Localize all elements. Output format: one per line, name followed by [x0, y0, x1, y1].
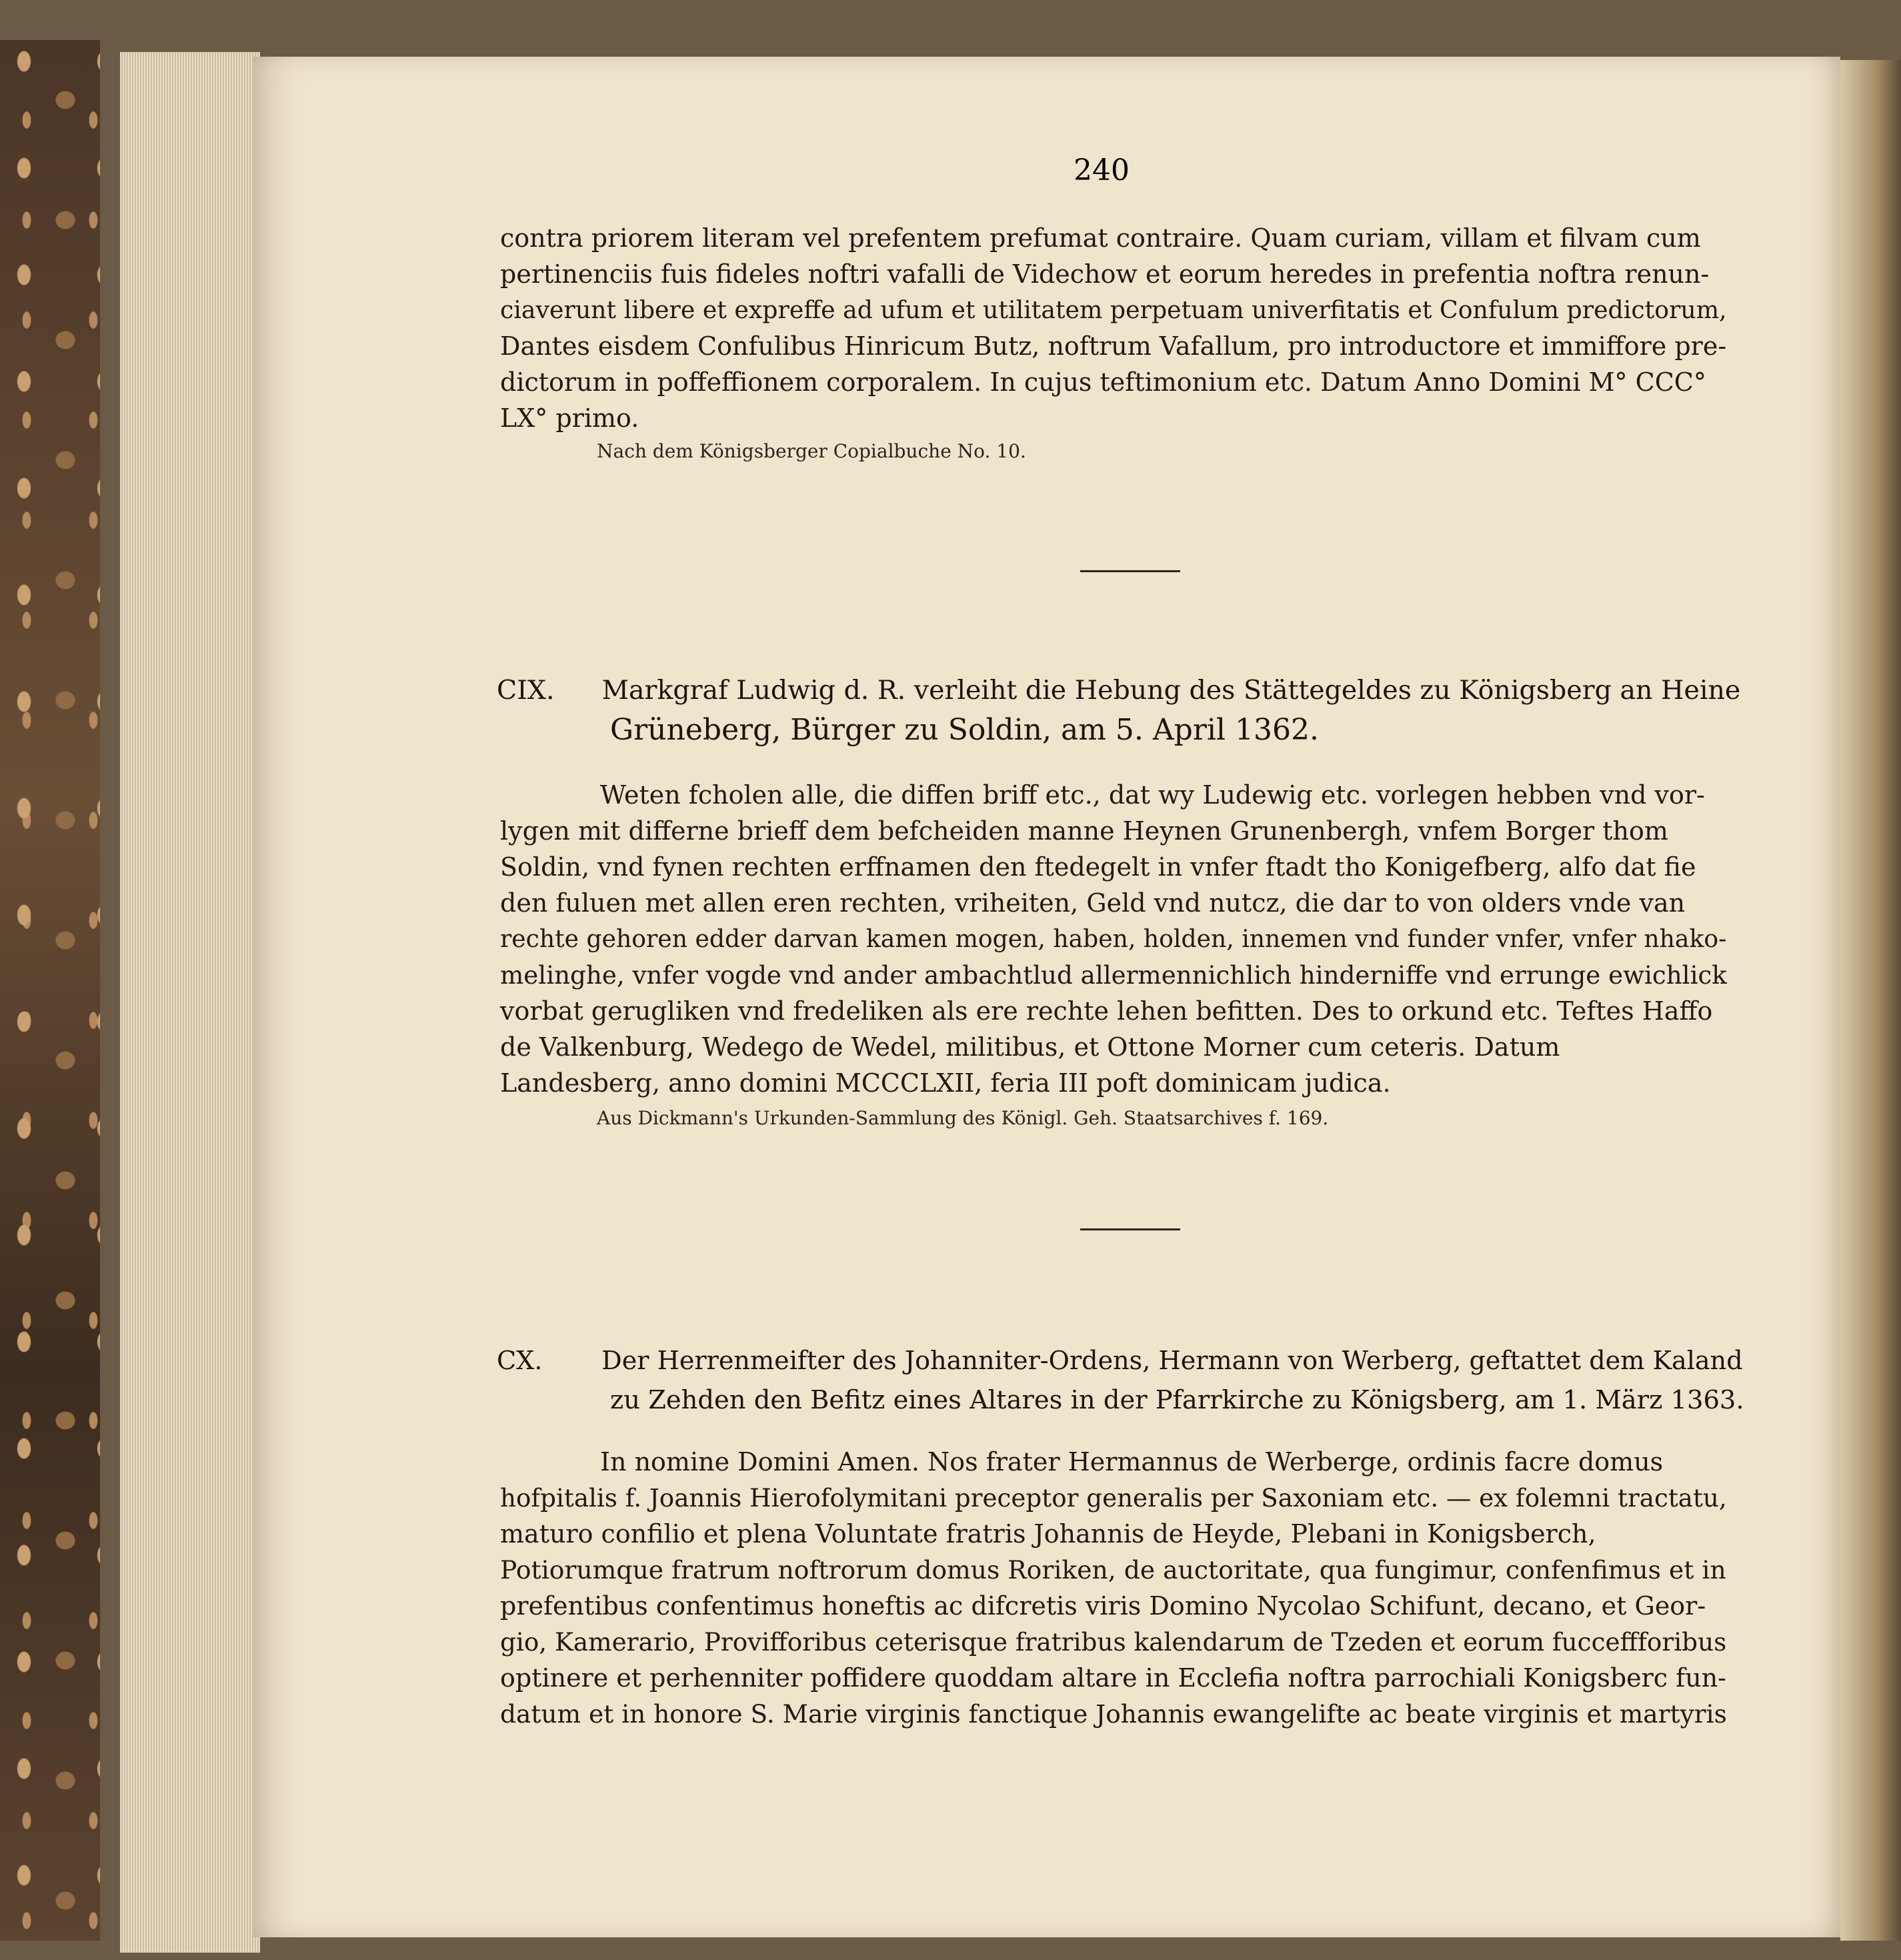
text-line: de Valkenburg, Wedego de Wedel, militibus, et Ottone Morner cum ceteris. Datum [500, 1032, 1560, 1062]
text-line: datum et in honore S. Marie virginis fanctique Johannis ewangelifte ac beate virginis et martyris [500, 1699, 1727, 1729]
document-title: zu Zehden den Befitz eines Altares in der Pfarrkirche zu Königsberg, am 1. März 1363. [610, 1385, 1744, 1415]
marbled-cover-edge [0, 40, 100, 1941]
text-line: Potiorumque fratrum noftrorum domus Roriken, de auctoritate, qua fungimur, confenfimus et in [500, 1555, 1726, 1585]
text-line: rechte gehoren edder darvan kamen mogen, haben, holden, innemen vnd funder vnfer, vnfer nhako- [500, 924, 1727, 953]
text-line: gio, Kamerario, Provifforibus ceterisque fratribus kalendarum de Tzeden et eorum fucceffforibus [500, 1627, 1727, 1657]
document-number: CIX. [497, 675, 555, 706]
page-number: 240 [1074, 153, 1130, 187]
document-heading-cx [497, 1340, 1744, 1420]
page-stack-edge [120, 52, 260, 1953]
text-line: Landesberg, anno domini MCCCLXII, feria III poft dominicam judica. [500, 1068, 1391, 1098]
text-line: ciaverunt libere et expreffe ad ufum et utilitatem perpetuam univerfitatis et Confulum predictorum, [500, 295, 1727, 324]
text-line: melinghe, vnfer vogde vnd ander ambachtlud allermennichlich hinderniffe vnd errunge ewichlick [500, 960, 1727, 990]
text-line: contra priorem literam vel prefentem prefumat contraire. Quam curiam, villam et filvam cum [500, 223, 1701, 253]
text-line: maturo confilio et plena Voluntate fratris Johannis de Heyde, Plebani in Konigsberch, [500, 1519, 1596, 1549]
text-line: optinere et perhenniter poffidere quoddam altare in Ecclefia noftra parrochiali Konigsberc fun- [500, 1663, 1727, 1693]
text-line: In nomine Domini Amen. Nos frater Hermannus de Werberge, ordinis facre domus [600, 1447, 1664, 1477]
document-title: Grüneberg, Bürger zu Soldin, am 5. April 1362. [610, 713, 1319, 747]
text-line: Soldin, vnd fynen rechten erffnamen den ftedegelt in vnfer ftadt tho Konigefberg, alfo dat fie [500, 852, 1696, 882]
source-note: Aus Dickmann's Urkunden-Sammlung des Königl. Geh. Staatsarchives f. 169. [597, 1107, 1329, 1129]
document-title: Markgraf Ludwig d. R. verleiht die Hebung des Stättegeldes zu Königsberg an Heine [601, 675, 1741, 706]
text-line: den fuluen met allen eren rechten, vriheiten, Geld vnd nutcz, die dar to von olders vnde van [500, 888, 1686, 918]
source-note: Nach dem Königsberger Copialbuche No. 10. [597, 440, 1026, 462]
text-line: Weten fcholen alle, die diffen briff etc., dat wy Ludewig etc. vorlegen hebben vnd vor- [600, 780, 1705, 810]
document-heading-cix [497, 670, 1741, 750]
section-divider [1080, 1228, 1180, 1230]
text-line: Dantes eisdem Confulibus Hinricum Butz, noftrum Vafallum, pro introductore et immiffore pre- [500, 331, 1727, 361]
document-body-cix [500, 777, 1727, 1101]
text-line: vorbat gerugliken vnd fredeliken als ere rechte lehen befitten. Des to orkund etc. Teftes Haffo [500, 996, 1713, 1026]
text-line: hofpitalis f. Joannis Hierofolymitani preceptor generalis per Saxoniam etc. — ex folemni tractatu, [500, 1483, 1727, 1513]
text-line: LX° primo. [500, 403, 639, 433]
document-number: CX. [497, 1346, 543, 1375]
text-line: dictorum in poffeffionem corporalem. In cujus teftimonium etc. Datum Anno Domini M° CCC° [500, 367, 1706, 397]
document-title: Der Herrenmeifter des Johanniter-Ordens, Hermann von Werberg, geftattet dem Kaland [601, 1346, 1743, 1375]
document-body-cx [500, 1444, 1727, 1732]
text-line: lygen mit differne brieff dem befcheiden manne Heynen Grunenbergh, vnfem Borger thom [500, 816, 1668, 846]
continuation-paragraph [500, 220, 1727, 436]
right-page-edge [1840, 60, 1901, 1941]
text-line: prefentibus confentimus honeftis ac difcretis viris Domino Nycolao Schifunt, decano, et Geor- [500, 1591, 1706, 1621]
section-divider [1080, 570, 1180, 572]
text-line: pertinenciis fuis fideles noftri vafalli de Videchow et eorum heredes in prefentia noftra renun- [500, 259, 1710, 289]
